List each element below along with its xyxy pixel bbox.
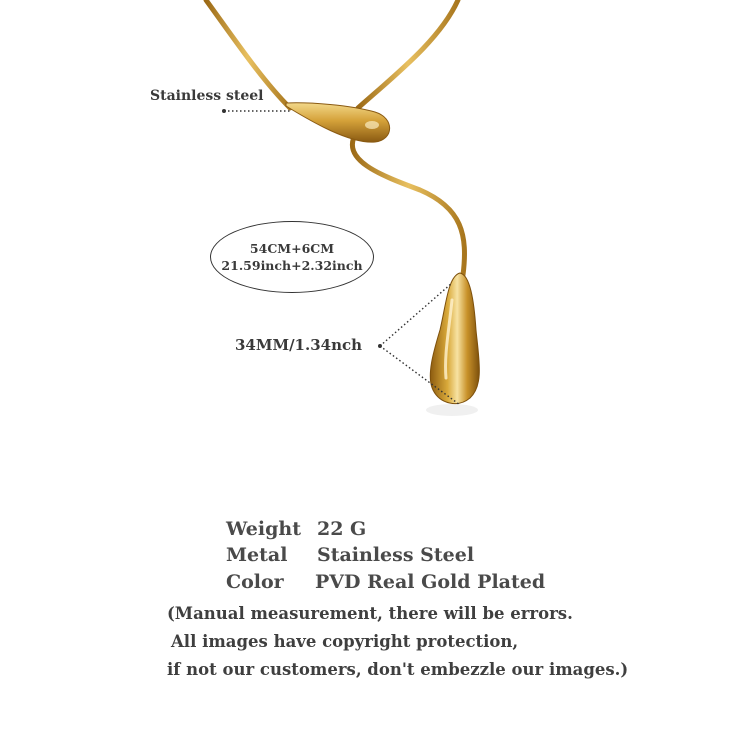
slider-bead — [286, 103, 390, 142]
note-line-1: (Manual measurement, there will be errors. — [167, 604, 573, 623]
spec-value: 22 G — [317, 518, 367, 540]
spec-row-metal — [226, 544, 626, 570]
spec-key: Weight — [226, 518, 301, 540]
drop-size-label: 34MM/1.34nch — [235, 336, 363, 354]
note-line-2: All images have copyright protection, — [171, 632, 519, 651]
spec-value: Stainless Steel — [317, 544, 475, 566]
spec-row-weight — [226, 518, 626, 544]
length-badge — [210, 221, 374, 293]
spec-key: Color — [226, 571, 284, 593]
spec-row-color — [226, 571, 626, 597]
chain-right — [358, 0, 458, 108]
drop-pendant — [426, 273, 479, 416]
length-imperial: 21.59inch+2.32inch — [221, 258, 363, 273]
note-line-3: if not our customers, don't embezzle our images.) — [167, 660, 629, 679]
spec-key: Metal — [226, 544, 288, 566]
length-metric: 54CM+6CM — [249, 241, 335, 256]
material-label: Stainless steel — [150, 88, 264, 104]
spec-value: PVD Real Gold Plated — [315, 571, 546, 593]
